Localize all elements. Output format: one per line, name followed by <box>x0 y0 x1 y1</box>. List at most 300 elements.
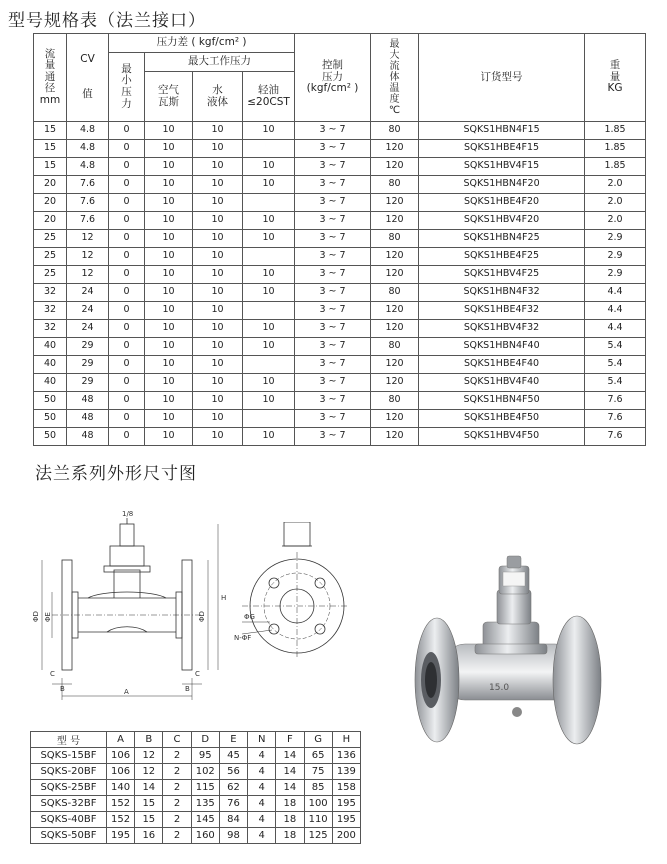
dim-cell: 56 <box>219 764 247 780</box>
spec-cell: 0 <box>109 374 145 392</box>
spec-cell: 10 <box>145 428 193 446</box>
spec-cell: 10 <box>193 212 243 230</box>
spec-cell: 3 ~ 7 <box>295 302 371 320</box>
spec-cell: 2.9 <box>585 266 646 284</box>
spec-cell: 3 ~ 7 <box>295 428 371 446</box>
spec-cell: SQKS1HBV4F25 <box>419 266 585 284</box>
spec-row <box>34 158 646 176</box>
spec-cell: 10 <box>193 374 243 392</box>
dim-cell: 106 <box>106 748 134 764</box>
dim-row <box>31 748 361 764</box>
actuator-body <box>110 546 144 566</box>
dim-cell: 98 <box>219 828 247 844</box>
spec-cell: 120 <box>371 428 419 446</box>
spec-cell: 80 <box>371 176 419 194</box>
dim-cell: 158 <box>332 780 360 796</box>
spec-cell: 5.4 <box>585 374 646 392</box>
dim-cell: SQKS-50BF <box>31 828 107 844</box>
dim-cell: 135 <box>191 796 219 812</box>
temp-header-line: 体 <box>389 72 400 83</box>
dim-cell: SQKS-40BF <box>31 812 107 828</box>
temp-header-line: 大 <box>389 50 400 61</box>
spec-cell: SQKS1HBE4F40 <box>419 356 585 374</box>
spec-row <box>34 140 646 158</box>
spec-cell: 12 <box>67 266 109 284</box>
dim-cell: 4 <box>248 812 276 828</box>
label-n-phiF: N-ΦF <box>234 634 252 642</box>
label-B-left: B <box>60 685 65 693</box>
spec-cell: 120 <box>371 266 419 284</box>
spec-cell: 0 <box>109 230 145 248</box>
dim-cell: 195 <box>332 812 360 828</box>
spec-cell: SQKS1HBV4F32 <box>419 320 585 338</box>
temp-header-line: ℃ <box>388 105 401 116</box>
spec-cell: 10 <box>145 140 193 158</box>
flow-header-line: 流 <box>44 47 56 60</box>
end-view-top-cap <box>284 522 310 546</box>
weight-header-line: KG <box>607 82 623 95</box>
spec-cell: 7.6 <box>585 392 646 410</box>
spec-cell: 120 <box>371 194 419 212</box>
side-view-drawing <box>22 510 240 700</box>
spec-cell: 3 ~ 7 <box>295 356 371 374</box>
spec-cell: 2.9 <box>585 248 646 266</box>
control-header-line: (kgf/cm² ) <box>306 82 359 95</box>
spec-cell: 120 <box>371 302 419 320</box>
bonnet <box>114 570 140 598</box>
spec-cell: 120 <box>371 410 419 428</box>
bonnet-flange <box>104 566 150 572</box>
spec-cell: 10 <box>193 428 243 446</box>
dim-cell: 4 <box>248 780 276 796</box>
spec-cell: 3 ~ 7 <box>295 374 371 392</box>
spec-cell: 3 ~ 7 <box>295 338 371 356</box>
col-header-water-liquid <box>193 72 243 122</box>
spec-cell: 10 <box>145 194 193 212</box>
spec-cell: 10 <box>193 158 243 176</box>
valve-product-photo <box>405 552 610 767</box>
spec-cell: 10 <box>193 320 243 338</box>
dim-cell: 200 <box>332 828 360 844</box>
col-header-pressure-diff: 压力差 ( kgf/cm² ) <box>109 34 295 53</box>
spec-cell: 4.8 <box>67 140 109 158</box>
spec-cell: 120 <box>371 356 419 374</box>
spec-cell: 29 <box>67 356 109 374</box>
spec-cell: 32 <box>34 284 67 302</box>
label-H: H <box>221 594 227 602</box>
weight-header-line: 重 <box>609 59 621 72</box>
dim-cell: 75 <box>304 764 332 780</box>
spec-row <box>34 284 646 302</box>
dim-cell: 14 <box>276 748 304 764</box>
spec-cell: 10 <box>243 284 295 302</box>
temp-header-line: 温 <box>389 83 400 94</box>
spec-cell: 10 <box>243 176 295 194</box>
spec-cell: 3 ~ 7 <box>295 266 371 284</box>
spec-cell: 10 <box>243 374 295 392</box>
flow-header-line: 通 <box>44 70 56 83</box>
spec-cell: SQKS1HBN4F32 <box>419 284 585 302</box>
spec-cell: 50 <box>34 410 67 428</box>
spec-cell: 40 <box>34 374 67 392</box>
spec-cell: 2.0 <box>585 212 646 230</box>
spec-cell: 0 <box>109 284 145 302</box>
spec-cell: 12 <box>67 230 109 248</box>
weight-header-line: 量 <box>609 70 621 83</box>
dim-cell: 106 <box>106 764 134 780</box>
spec-cell: SQKS1HBE4F25 <box>419 248 585 266</box>
spec-cell: 80 <box>371 230 419 248</box>
spec-cell: SQKS1HBV4F15 <box>419 158 585 176</box>
spec-cell: 2.0 <box>585 176 646 194</box>
label-C-left: C <box>50 670 55 678</box>
spec-cell: 120 <box>371 374 419 392</box>
dim-cell: 2 <box>163 812 191 828</box>
spec-cell: 10 <box>243 392 295 410</box>
dim-cell: 160 <box>191 828 219 844</box>
spec-cell: 32 <box>34 320 67 338</box>
spec-cell: 15 <box>34 140 67 158</box>
spec-cell: 3 ~ 7 <box>295 410 371 428</box>
air-header-line: 瓦斯 <box>158 95 179 108</box>
dim-cell: 12 <box>135 764 163 780</box>
dim-row <box>31 796 361 812</box>
spec-cell: 10 <box>193 230 243 248</box>
dim-cell: 14 <box>276 764 304 780</box>
spec-cell: 7.6 <box>585 428 646 446</box>
spec-cell: 10 <box>193 248 243 266</box>
dimension-table <box>30 731 361 844</box>
dim-cell: 18 <box>276 796 304 812</box>
spec-cell: 80 <box>371 122 419 140</box>
spec-cell: 48 <box>67 410 109 428</box>
dim-cell: 15 <box>135 796 163 812</box>
spec-cell: 10 <box>243 320 295 338</box>
oil-header-line: 轻油 <box>258 83 280 96</box>
spec-row <box>34 356 646 374</box>
spec-cell: 80 <box>371 284 419 302</box>
spec-cell: 10 <box>243 212 295 230</box>
temp-header-line: 最 <box>389 39 400 50</box>
label-phiD-left: ΦD <box>32 611 40 622</box>
spec-cell: 10 <box>145 320 193 338</box>
dim-cell: 4 <box>248 828 276 844</box>
dim-col-header: F <box>276 732 304 748</box>
spec-cell: 3 ~ 7 <box>295 212 371 230</box>
dim-cell: 18 <box>276 812 304 828</box>
spec-table-body <box>34 122 646 446</box>
spec-cell <box>243 410 295 428</box>
spec-cell: 20 <box>34 212 67 230</box>
dim-cell: 12 <box>135 748 163 764</box>
dim-cell: SQKS-20BF <box>31 764 107 780</box>
min-pressure-header-line: 小 <box>121 74 132 87</box>
spec-cell: 80 <box>371 338 419 356</box>
dim-cell: 140 <box>106 780 134 796</box>
spec-cell: 24 <box>67 284 109 302</box>
dim-col-header: 型 号 <box>31 732 107 748</box>
spec-cell: 10 <box>193 338 243 356</box>
spec-cell: 0 <box>109 122 145 140</box>
col-header-control-pressure <box>295 34 371 122</box>
spec-cell: 3 ~ 7 <box>295 122 371 140</box>
flow-header-line: 量 <box>44 59 56 72</box>
spec-cell: 10 <box>243 338 295 356</box>
spec-cell: 10 <box>145 374 193 392</box>
spec-cell: 0 <box>109 392 145 410</box>
spec-cell: 3 ~ 7 <box>295 158 371 176</box>
dim-col-header: A <box>106 732 134 748</box>
spec-cell: 10 <box>145 158 193 176</box>
actuator-top <box>120 524 134 546</box>
col-header-air-gas <box>145 72 193 122</box>
spec-cell: 120 <box>371 320 419 338</box>
label-phiG: ΦG <box>244 613 255 621</box>
bolt-hole <box>315 624 325 634</box>
spec-cell: 10 <box>145 302 193 320</box>
col-header-light-oil <box>243 72 295 122</box>
spec-cell: 0 <box>109 338 145 356</box>
spec-cell: 10 <box>193 302 243 320</box>
photo-body-marking: 15.0 <box>489 683 510 693</box>
spec-cell: 0 <box>109 176 145 194</box>
label-phiE: ΦE <box>44 612 52 622</box>
dim-cell: 45 <box>219 748 247 764</box>
spec-cell: 3 ~ 7 <box>295 194 371 212</box>
dim-cell: 14 <box>135 780 163 796</box>
spec-cell: 29 <box>67 374 109 392</box>
spec-cell: 12 <box>67 248 109 266</box>
dim-cell: 2 <box>163 828 191 844</box>
spec-cell: 0 <box>109 248 145 266</box>
spec-cell <box>243 248 295 266</box>
spec-cell: SQKS1HBE4F15 <box>419 140 585 158</box>
spec-cell: 15 <box>34 158 67 176</box>
spec-cell: 0 <box>109 356 145 374</box>
spec-cell: 4.4 <box>585 284 646 302</box>
label-A: A <box>124 688 129 696</box>
spec-cell: 10 <box>193 284 243 302</box>
spec-cell: 120 <box>371 140 419 158</box>
spec-cell: 10 <box>145 338 193 356</box>
control-header-line: 控制 <box>322 59 344 72</box>
spec-row <box>34 374 646 392</box>
spec-row <box>34 212 646 230</box>
dim-cell: 152 <box>106 796 134 812</box>
spec-cell: 3 ~ 7 <box>295 320 371 338</box>
spec-cell: 1.85 <box>585 122 646 140</box>
dim-col-header: N <box>248 732 276 748</box>
spec-cell: 10 <box>243 122 295 140</box>
spec-cell: 0 <box>109 194 145 212</box>
spec-cell: 10 <box>243 158 295 176</box>
water-header-line: 液体 <box>207 95 228 108</box>
spec-cell: 40 <box>34 356 67 374</box>
spec-cell: 10 <box>145 176 193 194</box>
dim-cell: 4 <box>248 796 276 812</box>
spec-cell: 0 <box>109 266 145 284</box>
dim-cell: 2 <box>163 764 191 780</box>
flow-header-line: mm <box>39 93 61 106</box>
dimension-drawing-title: 法兰系列外形尺寸图 <box>35 464 197 484</box>
dim-cell: 125 <box>304 828 332 844</box>
dim-cell: 102 <box>191 764 219 780</box>
spec-cell: 10 <box>145 248 193 266</box>
spec-cell: 0 <box>109 320 145 338</box>
spec-row <box>34 194 646 212</box>
spec-cell: 10 <box>145 356 193 374</box>
dim-cell: 95 <box>191 748 219 764</box>
dim-row <box>31 780 361 796</box>
spec-cell: 29 <box>67 338 109 356</box>
spec-cell: 24 <box>67 320 109 338</box>
spec-cell: 10 <box>145 212 193 230</box>
dim-cell: 76 <box>219 796 247 812</box>
spec-cell: 2.9 <box>585 230 646 248</box>
spec-cell: 25 <box>34 248 67 266</box>
spec-cell: SQKS1HBN4F25 <box>419 230 585 248</box>
col-header-order-model: 订货型号 <box>419 34 585 122</box>
spec-cell: 40 <box>34 338 67 356</box>
photo-actuator <box>497 590 531 624</box>
dim-col-header: D <box>191 732 219 748</box>
spec-cell: SQKS1HBN4F20 <box>419 176 585 194</box>
spec-row <box>34 266 646 284</box>
spec-cell: SQKS1HBE4F32 <box>419 302 585 320</box>
col-header-flow <box>34 34 67 122</box>
valve-body-bottom <box>107 627 147 632</box>
spec-cell: 120 <box>371 158 419 176</box>
spec-row <box>34 176 646 194</box>
label-B-right: B <box>185 685 190 693</box>
spec-row <box>34 410 646 428</box>
spec-cell <box>243 140 295 158</box>
spec-cell: 7.6 <box>67 176 109 194</box>
spec-cell: 3 ~ 7 <box>295 392 371 410</box>
spec-cell: 20 <box>34 176 67 194</box>
spec-cell: 20 <box>34 194 67 212</box>
dim-row <box>31 812 361 828</box>
end-view-drawing <box>232 522 347 657</box>
spec-cell: 3 ~ 7 <box>295 284 371 302</box>
col-header-max-temp <box>371 34 419 122</box>
spec-cell: 7.6 <box>67 194 109 212</box>
spec-cell: 2.0 <box>585 194 646 212</box>
dim-cell: 85 <box>304 780 332 796</box>
temp-header-line: 度 <box>389 94 400 105</box>
spec-cell: 3 ~ 7 <box>295 176 371 194</box>
spec-cell: 7.6 <box>67 212 109 230</box>
label-C-right: C <box>195 670 200 678</box>
spec-cell: 10 <box>243 428 295 446</box>
col-header-min-pressure <box>109 53 145 122</box>
spec-cell: 10 <box>193 356 243 374</box>
spec-cell: 10 <box>193 194 243 212</box>
dim-cell: 152 <box>106 812 134 828</box>
spec-cell: 32 <box>34 302 67 320</box>
bolt-hole <box>269 578 279 588</box>
spec-row <box>34 302 646 320</box>
spec-cell: 3 ~ 7 <box>295 230 371 248</box>
spec-cell: 24 <box>67 302 109 320</box>
spec-cell: 80 <box>371 392 419 410</box>
dim-cell: 65 <box>304 748 332 764</box>
spec-cell <box>243 194 295 212</box>
dim-cell: 139 <box>332 764 360 780</box>
spec-cell <box>243 302 295 320</box>
min-pressure-header-line: 力 <box>121 97 132 110</box>
dim-cell: 100 <box>304 796 332 812</box>
spec-cell: 120 <box>371 212 419 230</box>
spec-cell: 3 ~ 7 <box>295 248 371 266</box>
dim-col-header: C <box>163 732 191 748</box>
dim-col-header: G <box>304 732 332 748</box>
dim-cell: 136 <box>332 748 360 764</box>
spec-row <box>34 428 646 446</box>
spec-cell: 50 <box>34 428 67 446</box>
label-phiD-right: ΦD <box>198 611 206 622</box>
spec-cell: 10 <box>193 140 243 158</box>
spec-cell: 25 <box>34 230 67 248</box>
spec-cell: 4.4 <box>585 302 646 320</box>
spec-cell: 50 <box>34 392 67 410</box>
dim-row <box>31 828 361 844</box>
spec-cell: 5.4 <box>585 338 646 356</box>
dim-cell: 145 <box>191 812 219 828</box>
dim-cell: 62 <box>219 780 247 796</box>
min-pressure-header-line: 压 <box>121 86 132 98</box>
spec-cell: 15 <box>34 122 67 140</box>
dim-cell: 195 <box>106 828 134 844</box>
water-header-line: 水 <box>212 83 223 96</box>
dim-cell: 2 <box>163 780 191 796</box>
spec-cell: SQKS1HBN4F40 <box>419 338 585 356</box>
dim-cell: 15 <box>135 812 163 828</box>
dim-cell: 84 <box>219 812 247 828</box>
spec-cell: 10 <box>193 410 243 428</box>
spec-cell: 10 <box>145 392 193 410</box>
spec-row <box>34 392 646 410</box>
dim-row <box>31 764 361 780</box>
spec-row <box>34 338 646 356</box>
spec-table <box>33 33 646 446</box>
spec-cell: 0 <box>109 140 145 158</box>
spec-cell: 10 <box>145 230 193 248</box>
spec-cell <box>243 356 295 374</box>
spec-cell: SQKS1HBN4F50 <box>419 392 585 410</box>
dim-cell: 115 <box>191 780 219 796</box>
spec-cell: 0 <box>109 212 145 230</box>
bolt-hole <box>269 624 279 634</box>
control-header-line: 压力 <box>322 70 344 83</box>
dim-cell: 110 <box>304 812 332 828</box>
col-header-cv: CV 值 <box>67 34 109 122</box>
dim-cell: 16 <box>135 828 163 844</box>
dim-cell: SQKS-32BF <box>31 796 107 812</box>
spec-cell: 10 <box>145 122 193 140</box>
spec-cell: SQKS1HBV4F50 <box>419 428 585 446</box>
spec-cell: 0 <box>109 410 145 428</box>
air-header-line: 空气 <box>158 83 179 96</box>
spec-cell: 25 <box>34 266 67 284</box>
bolt-hole <box>315 578 325 588</box>
spec-cell: 10 <box>145 284 193 302</box>
dim-col-header: E <box>219 732 247 748</box>
spec-cell: 4.8 <box>67 122 109 140</box>
dim-cell: 2 <box>163 748 191 764</box>
spec-cell: SQKS1HBV4F20 <box>419 212 585 230</box>
spec-cell: 48 <box>67 428 109 446</box>
